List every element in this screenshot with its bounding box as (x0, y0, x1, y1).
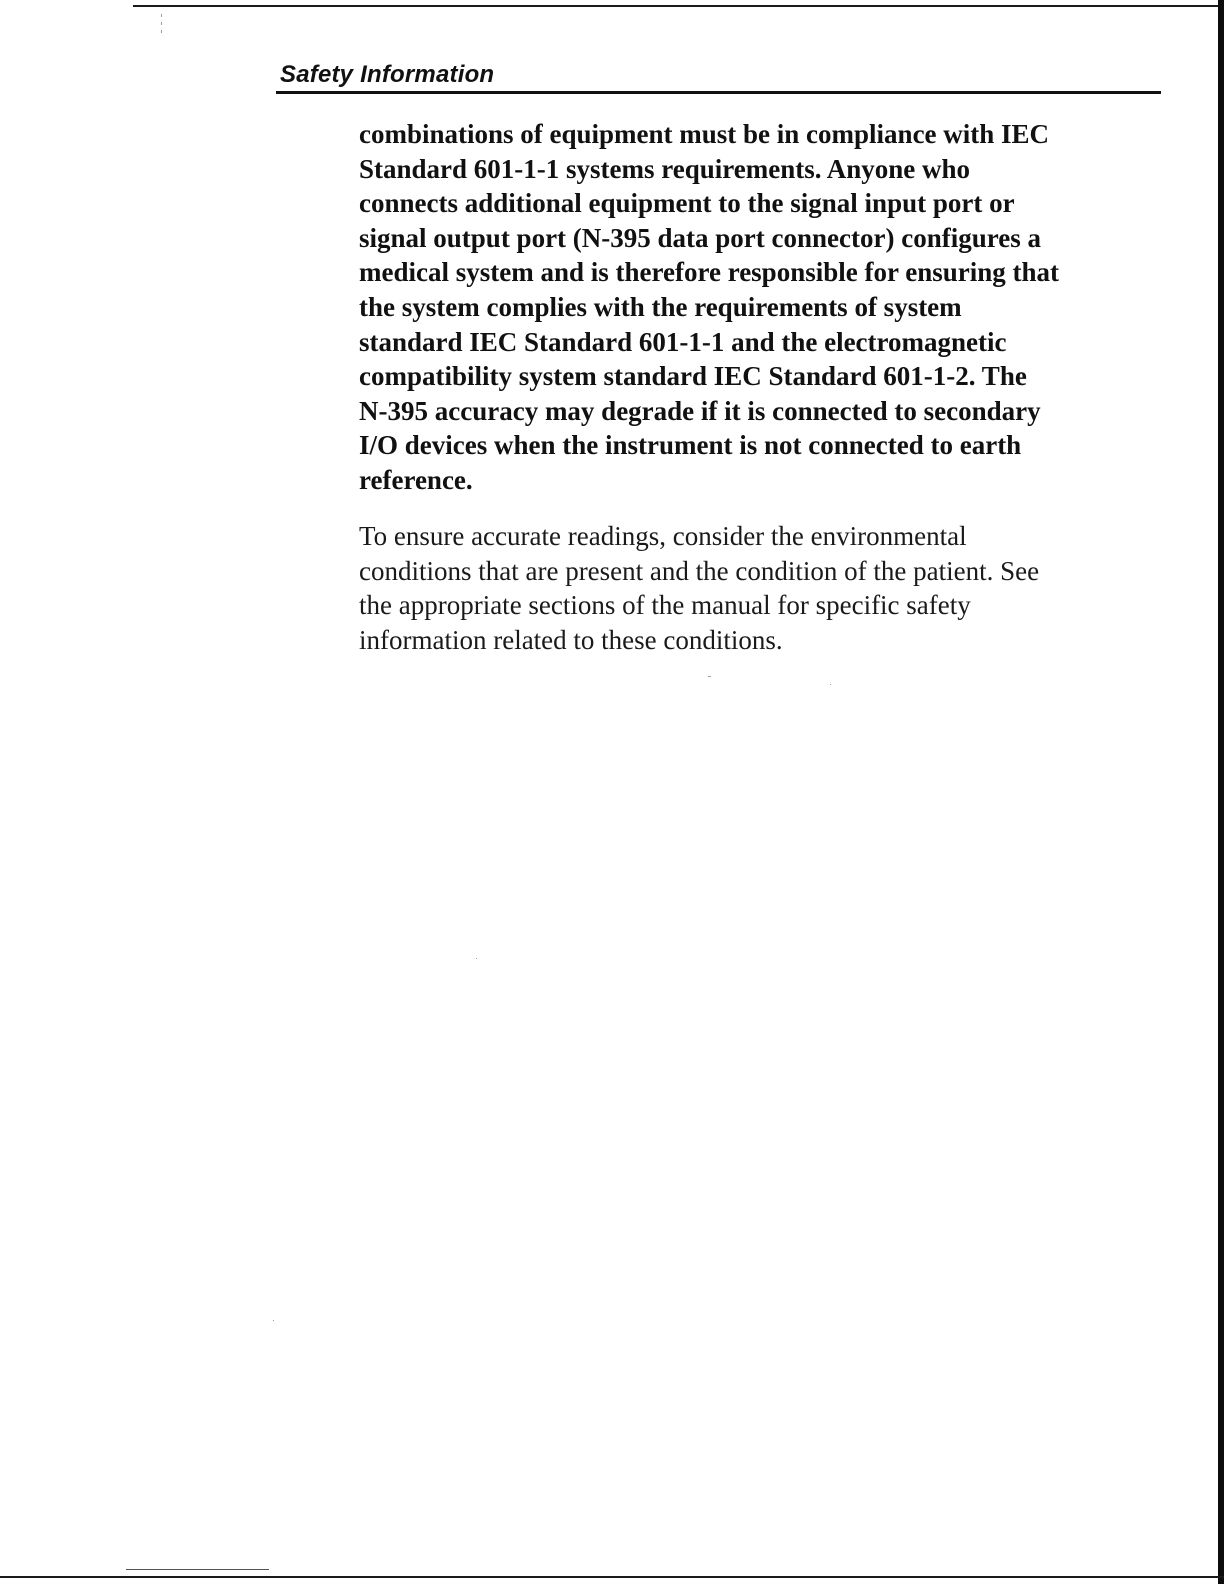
scan-bottom-border (0, 1576, 1224, 1578)
warning-line: connects additional equipment to the signal input port or (359, 188, 1015, 219)
warning-line: standard IEC Standard 601-1-1 and the electromagnetic (359, 326, 1007, 357)
warning-line: the system complies with the requirements of system (359, 291, 962, 322)
body-paragraph (359, 519, 1159, 657)
warning-line: medical system and is therefore responsible for ensuring that (359, 257, 1059, 288)
scan-speck (161, 22, 162, 25)
scan-top-border (133, 5, 1224, 7)
scan-speck (161, 14, 162, 17)
scan-speck (476, 958, 477, 959)
body-line: To ensure accurate readings, consider the environmental (359, 521, 967, 551)
header-rule (276, 91, 1161, 94)
warning-line: Standard 601-1-1 systems requirements. Anyone who (359, 153, 971, 184)
warning-line: reference. (359, 464, 473, 495)
scan-speck (273, 1320, 274, 1321)
body-line: conditions that are present and the condition of the patient. See (359, 555, 1040, 586)
scan-speck (708, 676, 711, 677)
body-line: the appropriate sections of the manual for specific safety (359, 590, 971, 621)
warning-line: I/O devices when the instrument is not connected to earth (359, 430, 1022, 461)
scan-speck (830, 684, 831, 685)
section-title: Safety Information (280, 61, 495, 88)
warning-line: N-395 accuracy may degrade if it is connected to secondary (359, 395, 1041, 426)
warning-line: compatibility system standard IEC Standard 601-1-2. The (359, 361, 1027, 392)
warning-paragraph (359, 117, 1159, 498)
warning-line: signal output port (N-395 data port connector) configures a (359, 222, 1041, 253)
scan-right-border (1218, 0, 1224, 1584)
body-line: information related to these conditions. (359, 624, 783, 655)
scan-speck (161, 30, 162, 33)
warning-line: combinations of equipment must be in compliance with IEC (359, 119, 1050, 149)
scan-bottom-mark (126, 1569, 269, 1570)
